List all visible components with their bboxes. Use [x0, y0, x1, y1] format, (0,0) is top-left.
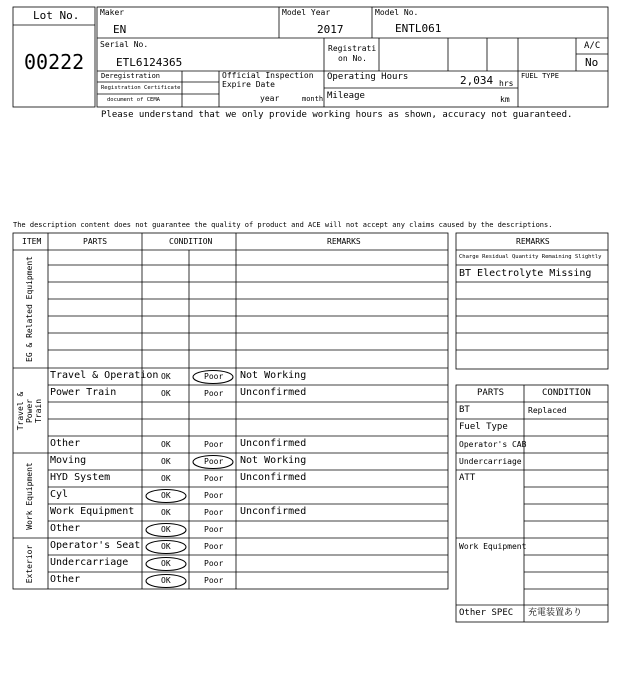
poor-option: Poor [204, 389, 224, 398]
side-condition-value: 充電装置あり [528, 608, 583, 618]
part-label: Undercarriage [50, 557, 129, 568]
registration-certificate-label: Registration Certificate [101, 85, 181, 91]
group-label-travel [17, 385, 43, 437]
operating-hours-label: Operating Hours [327, 72, 409, 82]
km-unit: km [500, 95, 510, 104]
poor-option: Poor [204, 525, 224, 534]
part-label: Travel & Operation [50, 370, 159, 381]
part-label: Other [50, 523, 81, 534]
operating-hours-value: 2,034 [460, 74, 494, 87]
month-label: month [302, 95, 324, 103]
ok-option: OK [161, 525, 171, 534]
poor-option: Poor [204, 508, 224, 517]
remark-text: Unconfirmed [240, 387, 307, 398]
side-remark-line: BT Electrolyte Missing [459, 268, 592, 279]
model-year-value: 2017 [317, 23, 344, 36]
side-remarks-title: REMARKS [516, 237, 550, 246]
ok-option: OK [161, 474, 171, 483]
poor-option: Poor [204, 491, 224, 500]
poor-option: Poor [204, 542, 224, 551]
maker-label: Maker [100, 8, 125, 17]
side-part-label: Undercarriage [459, 457, 522, 466]
group-label-eg: EG & Related Equipment [25, 256, 34, 362]
ok-option: OK [161, 389, 171, 398]
registration-no-label: Registrati [328, 44, 377, 53]
side-part-label: Operator's CAB [459, 440, 527, 449]
maker-value: EN [113, 23, 127, 36]
hrs-unit: hrs [499, 79, 514, 88]
poor-option: Poor [204, 559, 224, 568]
ok-option: OK [161, 508, 171, 517]
serial-label: Serial No. [100, 40, 149, 49]
part-label: Operator's Seat [50, 540, 141, 551]
model-no-label: Model No. [375, 8, 419, 17]
description-notice: The description content does not guarantee the quality of product and ACE will not accept any claims caused by the descriptions. [13, 221, 553, 229]
fuel-type-label: FUEL TYPE [521, 72, 559, 80]
model-no-value: ENTL061 [395, 22, 442, 35]
inspection-label: Expire Date [222, 80, 275, 89]
inspection-label: Official Inspection [222, 71, 314, 80]
part-label: Other [50, 438, 81, 449]
hours-notice: Please understand that we only provide working hours as shown, accuracy not guaranteed. [101, 110, 573, 120]
part-label: Work Equipment [50, 506, 135, 517]
part-label: Other [50, 574, 81, 585]
side-col-condition-header: CONDITION [542, 388, 591, 398]
side-part-label: Work Equipment [459, 542, 527, 551]
ac-value: No [585, 56, 599, 69]
model-year-label: Model Year [282, 8, 331, 17]
side-part-label: Other SPEC [459, 608, 514, 618]
ok-option: OK [161, 491, 171, 500]
group-label-travel-text: Travel & Power Train [15, 391, 43, 431]
group-label-work: Work Equipment [25, 462, 34, 530]
col-condition-header: CONDITION [169, 237, 213, 246]
registration-no-label: on No. [338, 54, 367, 63]
col-item-header: ITEM [22, 237, 42, 246]
side-remark-line: Charge Residual Quantity Remaining Slightly [459, 254, 602, 260]
year-label: year [260, 94, 280, 103]
remark-text: Unconfirmed [240, 472, 307, 483]
lot-number: 00222 [24, 50, 85, 74]
group-label-exterior: Exterior [25, 544, 34, 584]
side-condition-value: Replaced [528, 406, 567, 415]
col-remarks-header: REMARKS [327, 237, 361, 246]
part-label: HYD System [50, 472, 111, 483]
poor-option: Poor [204, 457, 224, 466]
ok-option: OK [161, 372, 171, 381]
col-parts-header: PARTS [83, 237, 108, 246]
poor-option: Poor [204, 576, 224, 585]
document-cema-label: document of CEMA [107, 97, 160, 103]
lot-label: Lot No. [33, 9, 80, 22]
side-part-label: Fuel Type [459, 422, 508, 432]
ok-option: OK [161, 457, 171, 466]
part-label: Moving [50, 455, 87, 466]
ok-option: OK [161, 542, 171, 551]
deregistration-label: Deregistration [101, 72, 161, 80]
remark-text: Unconfirmed [240, 506, 307, 517]
remark-text: Unconfirmed [240, 438, 307, 449]
remark-text: Not Working [240, 370, 307, 381]
poor-option: Poor [204, 474, 224, 483]
ok-option: OK [161, 440, 171, 449]
side-part-label: ATT [459, 473, 476, 483]
ok-option: OK [161, 576, 171, 585]
serial-value: ETL6124365 [116, 56, 183, 69]
poor-option: Poor [204, 440, 224, 449]
mileage-label: Mileage [327, 91, 365, 101]
part-label: Power Train [50, 387, 117, 398]
ok-option: OK [161, 559, 171, 568]
side-col-parts-header: PARTS [477, 388, 505, 398]
remark-text: Not Working [240, 455, 307, 466]
ac-label: A/C [584, 41, 601, 51]
part-label: Cyl [50, 489, 69, 500]
side-part-label: BT [459, 405, 470, 415]
poor-option: Poor [204, 372, 224, 381]
